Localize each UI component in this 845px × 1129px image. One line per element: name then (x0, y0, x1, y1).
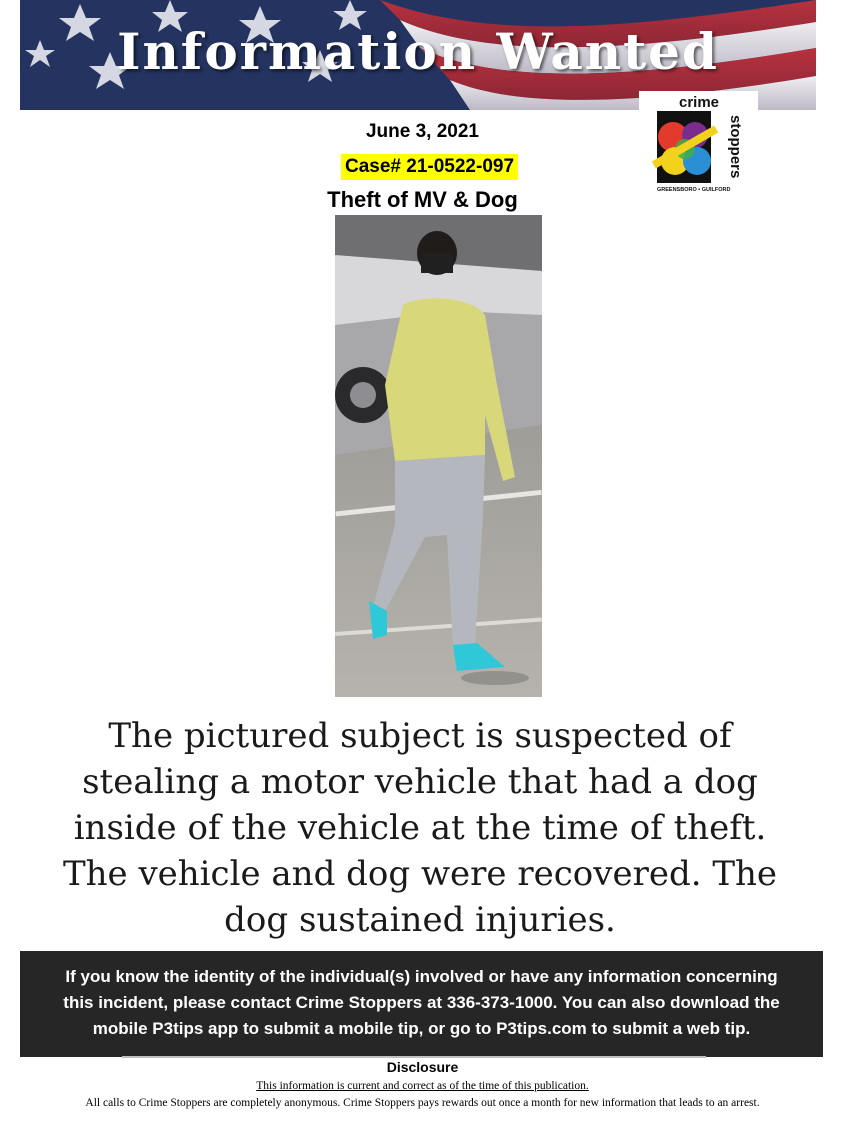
page-title: Information Wanted (117, 22, 719, 81)
contact-info-box (20, 951, 823, 1057)
suspect-photo (335, 215, 542, 697)
disclosure-statement: This information is current and correct as of the time of this publication. (256, 1080, 589, 1092)
logo-wordmark-top: crime (679, 94, 720, 111)
anonymity-statement: All calls to Crime Stoppers are completely anonymous. Crime Stoppers pays rewards out once a month for new information that leads to an arrest. (85, 1097, 760, 1109)
logo-wordmark-side: stoppers (727, 115, 744, 179)
notice-date: June 3, 2021 (365, 121, 480, 142)
contact-text: If you know the identity of the individual(s) involved or have any information concerning this incident, please contact Crime Stoppers at 336-373-1000. You can also download the mobile P3tips app to submit a mobile tip, or go to P3tips.com to submit a web tip. (63, 967, 780, 1038)
crime-stoppers-logo (639, 91, 758, 195)
incident-description: The pictured subject is suspected of stealing a motor vehicle that had a dog inside of the vehicle at the time of theft. The vehicle and dog were recovered. The dog sustained injuries. (62, 716, 778, 940)
crime-type: Theft of MV & Dog (327, 187, 518, 212)
divider (122, 1056, 706, 1058)
case-number: Case# 21-0522-097 (341, 154, 518, 180)
crime-stoppers-logo-icon (639, 91, 758, 195)
logo-region: GREENSBORO • GUILFORD (657, 187, 731, 193)
disclosure-title: Disclosure (386, 1059, 459, 1075)
suspect-photo-icon (335, 215, 542, 697)
